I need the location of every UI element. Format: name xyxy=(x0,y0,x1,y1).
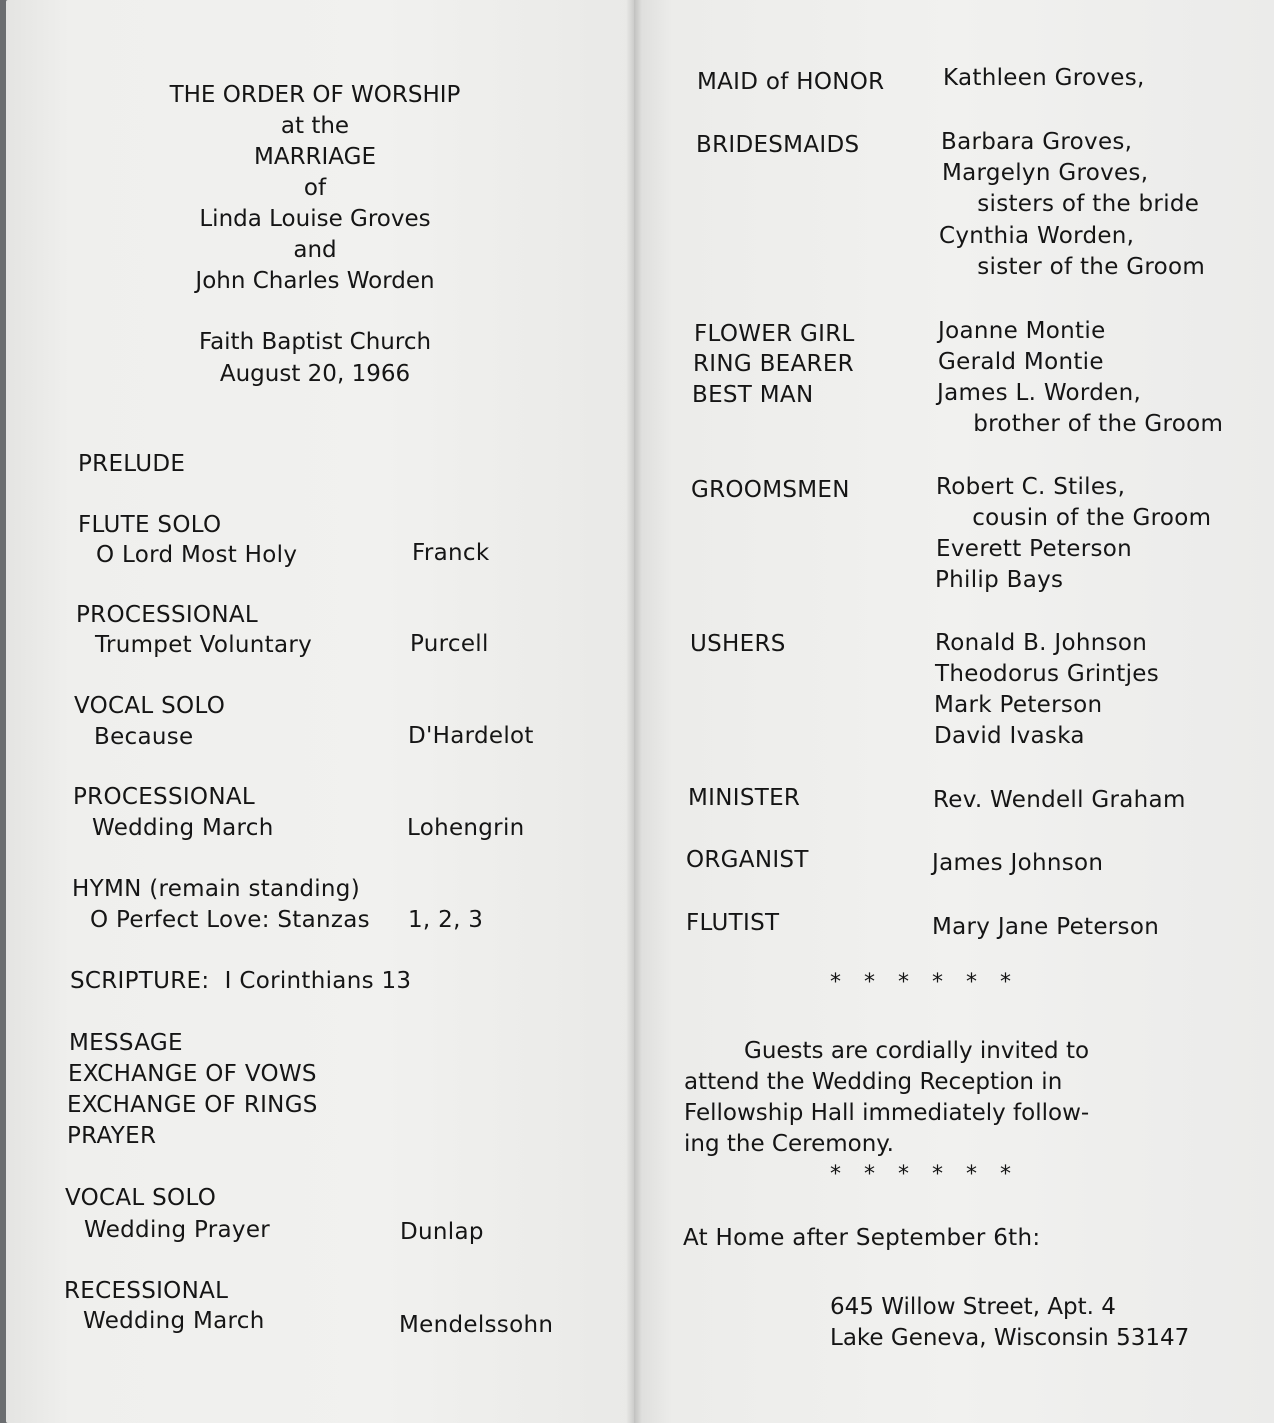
party-role: USHERS xyxy=(690,631,786,657)
invitation-line: Fellowship Hall immediately follow- xyxy=(684,1100,1090,1126)
party-role: FLUTIST xyxy=(686,910,780,936)
program-title: RECESSIONAL xyxy=(64,1278,229,1304)
party-name: Rev. Wendell Graham xyxy=(933,787,1186,813)
party-name: James L. Worden, xyxy=(937,380,1142,406)
program-composer: Purcell xyxy=(410,631,489,657)
program-piece: O Lord Most Holy xyxy=(96,542,298,568)
program-title: EXCHANGE OF RINGS xyxy=(67,1092,318,1118)
program-piece: Trumpet Voluntary xyxy=(95,632,313,658)
program-title: HYMN (remain standing) xyxy=(72,876,360,902)
program-piece: Because xyxy=(94,724,194,750)
party-name: Everett Peterson xyxy=(936,536,1132,562)
party-role: BEST MAN xyxy=(692,382,814,408)
program-title: MESSAGE xyxy=(69,1030,183,1056)
program-title: PROCESSIONAL xyxy=(76,602,258,628)
party-name: cousin of the Groom xyxy=(957,505,1212,531)
party-name: Barbara Groves, xyxy=(941,129,1133,155)
party-name: Theodorus Grintjes xyxy=(935,661,1160,687)
program-piece: Wedding March xyxy=(92,815,274,841)
program-composer: D'Hardelot xyxy=(408,723,534,749)
wedding-date: August 20, 1966 xyxy=(219,361,411,387)
at-home-note: At Home after September 6th: xyxy=(683,1225,1041,1251)
party-role: ORGANIST xyxy=(686,847,809,873)
program-composer: Franck xyxy=(412,540,490,566)
party-role: MINISTER xyxy=(688,785,801,811)
title-block xyxy=(130,80,500,297)
church-name: Faith Baptist Church xyxy=(198,329,432,355)
party-name: David Ivaska xyxy=(934,723,1085,749)
program-title: PROCESSIONAL xyxy=(73,784,255,810)
invitation-line: ing the Ceremony. xyxy=(684,1131,894,1157)
party-name: Philip Bays xyxy=(935,567,1064,593)
program-title: FLUTE SOLO xyxy=(78,512,222,538)
address-line: Lake Geneva, Wisconsin 53147 xyxy=(830,1325,1190,1351)
program-composer: Lohengrin xyxy=(407,815,525,841)
program-composer: Mendelssohn xyxy=(399,1312,554,1338)
program-title: PRAYER xyxy=(67,1123,157,1149)
invitation-line: Guests are cordially invited to xyxy=(744,1038,1090,1064)
party-name: Margelyn Groves, xyxy=(942,160,1149,186)
program-title: PRELUDE xyxy=(78,451,186,477)
program-piece: O Perfect Love: Stanzas xyxy=(90,907,370,933)
party-name: Mark Peterson xyxy=(934,692,1103,718)
party-name: Mary Jane Peterson xyxy=(932,914,1160,940)
program-piece: Wedding Prayer xyxy=(84,1217,271,1243)
title-line: and xyxy=(293,237,337,263)
party-name: Robert C. Stiles, xyxy=(936,474,1126,500)
party-role: MAID of HONOR xyxy=(697,69,885,95)
party-name: Kathleen Groves, xyxy=(943,65,1145,91)
program-title: SCRIPTURE: I Corinthians 13 xyxy=(70,968,412,994)
party-name: James Johnson xyxy=(932,850,1104,876)
title-line: of xyxy=(303,175,327,201)
party-role: GROOMSMEN xyxy=(691,477,850,503)
title-line: THE ORDER OF WORSHIP xyxy=(169,82,461,108)
page-fold xyxy=(626,0,642,1423)
program-title: VOCAL SOLO xyxy=(65,1185,217,1211)
party-name: brother of the Groom xyxy=(958,411,1224,437)
invitation-line: attend the Wedding Reception in xyxy=(684,1069,1063,1095)
title-line: at the xyxy=(280,113,350,139)
program-title: EXCHANGE OF VOWS xyxy=(68,1061,317,1087)
party-name: sister of the Groom xyxy=(962,254,1206,280)
party-role: BRIDESMAIDS xyxy=(696,132,860,158)
party-name: Joanne Montie xyxy=(938,318,1106,344)
home-address xyxy=(830,1292,1189,1354)
title-line: MARRIAGE xyxy=(253,144,376,170)
separator: * * * * * * xyxy=(830,1162,1019,1187)
program-title: VOCAL SOLO xyxy=(74,693,226,719)
separator: * * * * * * xyxy=(830,970,1019,995)
party-role: FLOWER GIRL xyxy=(694,321,855,347)
party-name: Gerald Montie xyxy=(938,349,1104,375)
party-name: sisters of the bride xyxy=(962,191,1200,217)
reception-invitation xyxy=(684,1036,1184,1160)
address-line: 645 Willow Street, Apt. 4 xyxy=(830,1294,1116,1320)
program-composer: Dunlap xyxy=(400,1219,484,1245)
party-name: Ronald B. Johnson xyxy=(935,630,1148,656)
program-piece: Wedding March xyxy=(83,1308,265,1334)
program-composer: 1, 2, 3 xyxy=(408,907,484,933)
groom-name: John Charles Worden xyxy=(195,268,435,294)
party-name: Cynthia Worden, xyxy=(939,223,1135,249)
party-role: RING BEARER xyxy=(693,351,854,377)
bride-name: Linda Louise Groves xyxy=(199,206,431,232)
venue-block xyxy=(130,326,500,390)
